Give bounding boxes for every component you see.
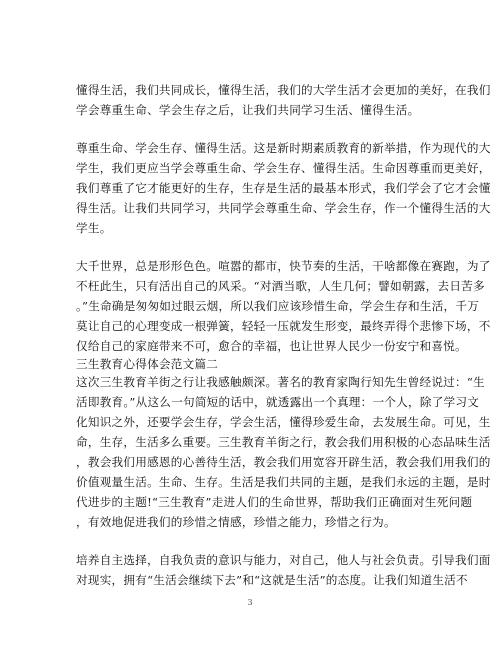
text-line: 学生。 — [76, 221, 112, 235]
text-line: 懂得生活，我们共同成长，懂得生活，我们的大学生活才会更加的美好，在我们 — [76, 83, 491, 97]
text-line: 学生，我们更应当学会尊重生命、学会生存、懂得生活。生命因尊重而更美好， — [76, 161, 491, 175]
text-line: 这次三生教育羊街之行让我感触颇深。著名的教育家陶行知先生曾经说过：“生 — [76, 375, 485, 389]
text-line: 仅给自己的家庭带来不可，愈合的幸福，也让世界人民少一份安宁和喜悦。 — [76, 339, 467, 353]
text-line: 培养自主选择，自我负责的意识与能力，对自己，他人与社会负责。引导我们面 — [76, 553, 491, 567]
text-line: 。”生命确是匆匆如过眼云烟，所以我们应该珍惜生命，学会生存和生活，千万 — [76, 299, 480, 313]
text-line: 学会尊重生命、学会生存之后，让我们共同学习生活、懂得生活。 — [76, 103, 420, 117]
text-line: ，教会我们用感恩的心善待生活，教会我们用宽容开辟生活，教会我们用我们的 — [76, 455, 491, 469]
text-line: 价值观量生活。生命、生存。生活是我们共同的主题，是我们永远的主题，是时 — [76, 475, 491, 489]
text-line: 大千世界，总是形形色色。喧嚣的都市，快节奏的生活，干啥都像在赛跑，为了 — [76, 259, 491, 273]
text-line: 我们尊重了它才能更好的生存，生存是生活的最基本形式，我们学会了它才会懂 — [76, 181, 491, 195]
text-line: 不枉此生，只有活出自己的风采。“对酒当歌，人生几何；譬如朝露，去日苦多 — [76, 279, 485, 293]
text-line: 对现实，拥有“生活会继续下去”和“这就是生活”的态度。让我们知道生活不 — [76, 573, 468, 587]
text-line: 尊重生命、学会生存、懂得生活。这是新时期素质教育的新举措，作为现代的大 — [76, 141, 491, 155]
text-line: ，有效地促进我们的珍惜之情感，珍惜之能力，珍惜之行为。 — [76, 515, 396, 529]
text-line: 化知识之外，还要学会生存，学会生活，懂得珍爱生命，去发展生命。可见，生 — [76, 415, 491, 429]
page-number: 3 — [247, 598, 253, 607]
text-line: 活即教育。”从这么一句简短的话中，就透露出一个真理：一个人，除了学习文 — [76, 395, 480, 409]
text-line: 命，生存，生活多么重要。三生教育羊街之行，教会我们用积极的心态品味生活 — [76, 435, 491, 449]
text-line: 莫让自己的心理变成一根弹簧，轻轻一压就发生形变，最终弄得个悲惨下场，不 — [76, 319, 491, 333]
text-line: 代进步的主题!“三生教育”走进人们的生命世界，帮助我们正确面对生死问题 — [76, 495, 473, 509]
section-heading: 三生教育心得体会范文篇二 — [76, 357, 219, 371]
text-line: 得生活。让我们共同学习，共同学会尊重生命、学会生存，作一个懂得生活的大 — [76, 201, 491, 215]
